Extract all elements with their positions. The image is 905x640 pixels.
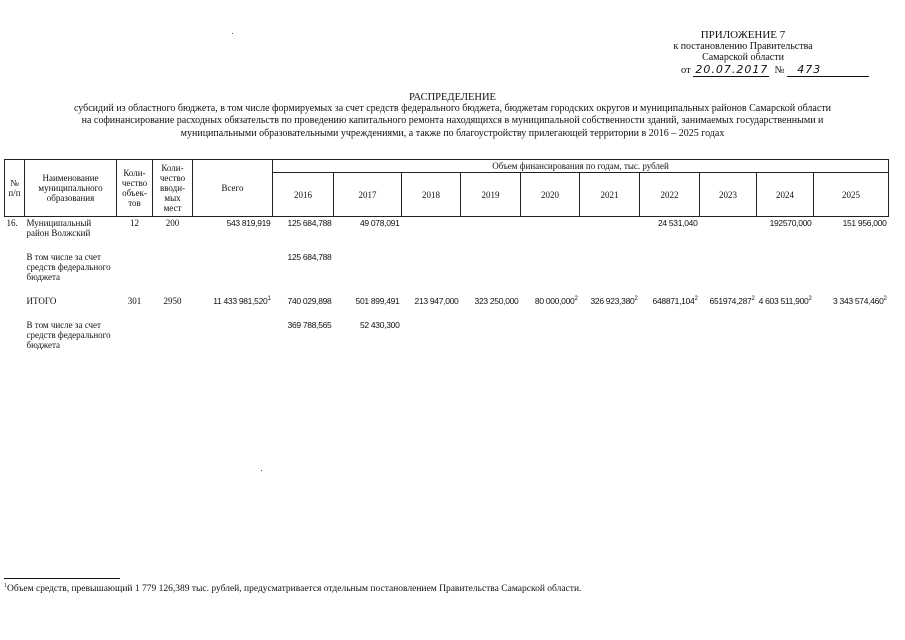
appendix-line-1: к постановлению Правительства	[673, 41, 813, 52]
row-year-value	[700, 217, 757, 240]
row-objects	[117, 295, 153, 307]
row-year-value	[757, 319, 814, 351]
appendix-title: ПРИЛОЖЕНИЕ 7	[700, 29, 786, 41]
row-name	[25, 319, 117, 351]
row-year-value	[640, 217, 700, 240]
row-places-value: 200	[165, 218, 180, 228]
row-year-value	[273, 217, 334, 240]
header-total: Всего	[193, 160, 273, 217]
footnote-mark: 1	[4, 582, 7, 589]
row-year-value	[402, 251, 461, 283]
row-num-value: 16.	[6, 218, 18, 228]
footnote-ref: 2	[751, 296, 755, 303]
row-year-value	[461, 217, 521, 240]
row-year-value	[273, 319, 334, 351]
row-year-value	[580, 217, 640, 240]
footnote-rule	[4, 578, 120, 579]
row-objects	[117, 319, 153, 351]
row-places	[153, 295, 193, 307]
row-objects	[117, 251, 153, 283]
row-year-value	[461, 251, 521, 283]
row-year-value	[402, 295, 461, 307]
header-objects: Коли-чество объек-тов	[117, 160, 153, 217]
header-num: № п/п	[5, 160, 25, 217]
table-row	[5, 251, 889, 283]
row-total	[193, 319, 273, 351]
row-year-value-value: 80 000,000	[534, 296, 575, 306]
row-year-value	[521, 319, 580, 351]
resolution-date: 20.07.2017	[695, 63, 769, 76]
row-year-value	[334, 319, 402, 351]
header-year: 2024	[757, 173, 814, 217]
row-spacer	[5, 283, 889, 295]
row-year-value	[757, 217, 814, 240]
row-year-value	[757, 295, 814, 307]
row-year-value	[640, 319, 700, 351]
resolution-dateline	[681, 64, 871, 78]
row-year-value	[461, 295, 521, 307]
row-year-value	[814, 251, 889, 283]
row-year-value	[334, 251, 402, 283]
row-year-value	[580, 251, 640, 283]
row-year-value	[580, 295, 640, 307]
header-year: 2021	[580, 173, 640, 217]
row-total	[193, 217, 273, 240]
row-year-value	[402, 217, 461, 240]
header-year: 2022	[640, 173, 700, 217]
row-year-value	[700, 319, 757, 351]
header-year: 2017	[334, 173, 402, 217]
row-total-value: 11 433 981,520	[213, 296, 268, 306]
row-objects-value: 12	[130, 218, 139, 228]
footnote-ref: 2	[883, 296, 887, 303]
appendix-header	[628, 30, 858, 63]
subtitle-line-3: муниципальными образовательными учреждениями, а также по благоустройству прилегающей территории в 2016 – 2025 годах	[180, 127, 725, 139]
resolution-number: 473	[787, 64, 869, 77]
row-year-value	[334, 217, 402, 240]
row-year-value	[402, 319, 461, 351]
row-name	[25, 217, 117, 240]
header-year: 2019	[461, 173, 521, 217]
row-year-value-value: 3 343 574,460	[833, 296, 884, 306]
row-year-value-value: 125 684,788	[287, 218, 332, 228]
document-title: РАСПРЕДЕЛЕНИЕ	[409, 92, 496, 103]
scan-dot	[232, 33, 233, 34]
row-year-value	[273, 251, 334, 283]
row-year-value-value: 52 430,300	[359, 320, 400, 330]
subtitle-line-1: субсидий из областного бюджета, в том числе формируемых за счет средств федерального бюджета, бюджетам городских округов и муниципальных районов Самарской области	[73, 103, 832, 114]
row-year-value	[814, 319, 889, 351]
spacer-cell	[5, 283, 889, 295]
spacer-cell	[5, 307, 889, 319]
row-year-value	[640, 295, 700, 307]
row-num	[5, 217, 25, 240]
row-year-value-value: 648871,104	[652, 296, 695, 306]
row-year-value-value: 501 899,491	[355, 296, 400, 306]
row-total	[193, 251, 273, 283]
row-year-value	[521, 251, 580, 283]
row-year-value	[334, 295, 402, 307]
row-num	[5, 251, 25, 283]
header-financing: Объем финансирования по годам, тыс. рублей	[273, 160, 889, 173]
row-name-value: ИТОГО	[26, 296, 57, 306]
row-year-value-value: 740 029,898	[287, 296, 332, 306]
row-year-value-value: 651974,287	[709, 296, 752, 306]
row-year-value	[521, 295, 580, 307]
footnote-ref: 1	[267, 296, 271, 303]
row-year-value-value: 4 603 511,900	[758, 296, 809, 306]
header-year: 2023	[700, 173, 757, 217]
row-objects-value: 301	[127, 296, 142, 306]
row-name-value: В том числе за счет средств федерального бюджета	[26, 252, 111, 282]
row-places	[153, 251, 193, 283]
header-year: 2020	[521, 173, 580, 217]
number-label: №	[774, 65, 785, 76]
appendix-line-2: Самарской области	[702, 52, 784, 63]
row-num	[5, 319, 25, 351]
row-name-value: В том числе за счет средств федерального бюджета	[26, 320, 111, 350]
footnote-text: Объем средств, превышающий 1 779 126,389 тыс. рублей, предусматривается отдельным постановлением Правительства Самарской области.	[7, 584, 582, 594]
row-year-value-value: 323 250,000	[474, 296, 519, 306]
row-year-value	[273, 295, 334, 307]
row-year-value	[521, 217, 580, 240]
row-spacer	[5, 307, 889, 319]
row-year-value	[461, 319, 521, 351]
row-year-value	[700, 295, 757, 307]
row-year-value	[814, 295, 889, 307]
row-year-value	[814, 217, 889, 240]
row-year-value-value: 151 956,000	[842, 218, 887, 228]
table-row	[5, 295, 889, 307]
row-places	[153, 217, 193, 240]
row-objects	[117, 217, 153, 240]
row-num	[5, 295, 25, 307]
row-year-value-value: 369 788,565	[287, 320, 332, 330]
header-year: 2025	[814, 173, 889, 217]
row-total-value: 543 819,919	[226, 218, 271, 228]
footnote-ref: 2	[634, 296, 638, 303]
row-year-value-value: 49 078,091	[359, 218, 400, 228]
table-row	[5, 217, 889, 240]
subtitle-line-2: на софинансирование расходных обязательств по проведению капитального ремонта находящихся в муниципальной собственности зданий, занимаемых государственными и	[81, 115, 824, 127]
row-year-value-value: 125 684,788	[287, 252, 332, 262]
row-name-value: Муниципальный район Волжский	[26, 218, 92, 238]
document-subtitle	[30, 103, 875, 140]
row-year-value-value: 24 531,040	[657, 218, 698, 228]
table-row	[5, 319, 889, 351]
spacer-cell	[5, 239, 889, 251]
footnote-ref: 2	[574, 296, 578, 303]
scan-dot	[261, 470, 262, 471]
header-places: Коли-чество вводи-мых мест	[153, 160, 193, 217]
row-year-value-value: 326 923,380	[590, 296, 635, 306]
row-places	[153, 319, 193, 351]
header-year: 2018	[402, 173, 461, 217]
header-name: Наименование муниципального образования	[25, 160, 117, 217]
row-year-value-value: 213 947,000	[414, 296, 459, 306]
footnote	[4, 584, 884, 594]
row-year-value	[640, 251, 700, 283]
row-year-value	[580, 319, 640, 351]
row-total	[193, 295, 273, 307]
row-places-value: 2950	[163, 296, 182, 306]
row-year-value-value: 192570,000	[769, 218, 812, 228]
from-label: от	[681, 65, 691, 76]
row-year-value	[757, 251, 814, 283]
row-spacer	[5, 239, 889, 251]
footnote-ref: 2	[694, 296, 698, 303]
distribution-table	[4, 159, 889, 351]
footnote-ref: 2	[808, 296, 812, 303]
row-year-value	[700, 251, 757, 283]
row-name	[25, 251, 117, 283]
row-name	[25, 295, 117, 307]
header-year: 2016	[273, 173, 334, 217]
